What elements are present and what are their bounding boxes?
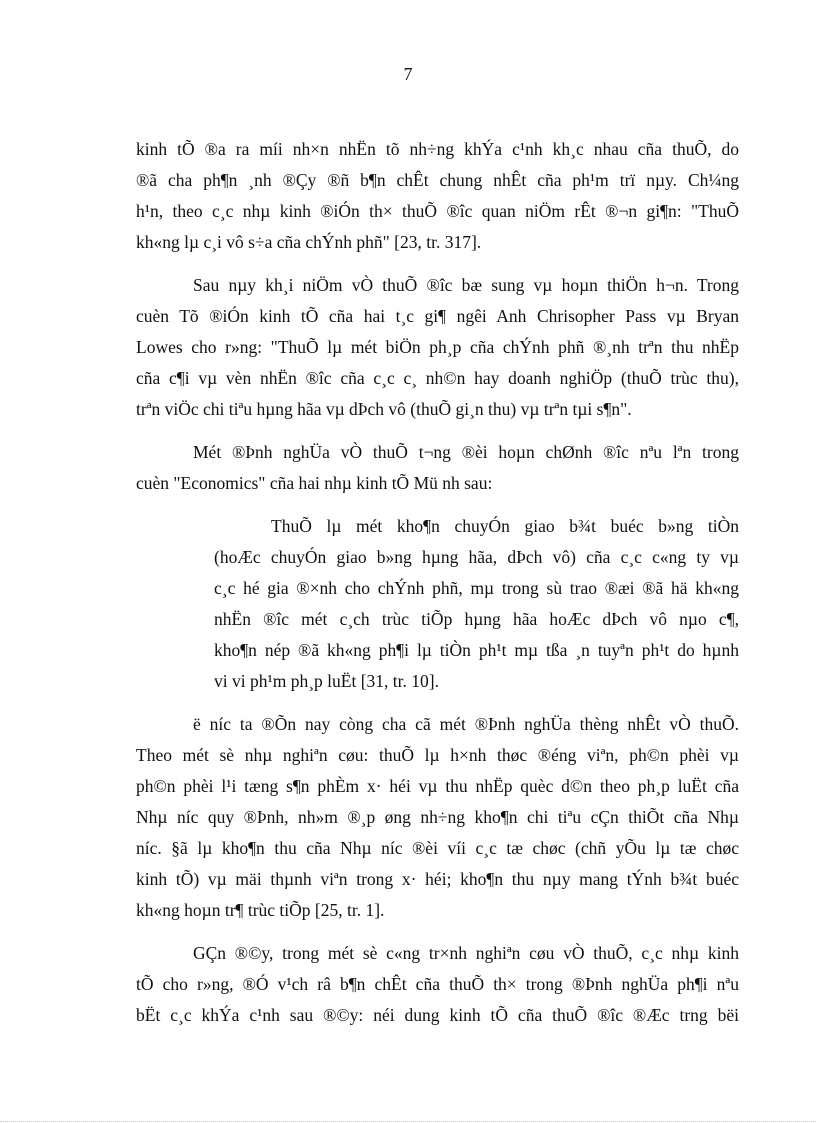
text-line: cuèn Tõ ®iÓn kinh tÕ cña hai t¸c gi¶ ngêi Anh Chrisopher Pass vµ Bryan [136,306,739,326]
text-line: h¹n, theo c¸c nhµ kinh ®iÓn th× thuÕ ®îc quan niÖm rÊt ®¬n gi¶n: "ThuÕ [136,201,739,221]
text-line: ®ã cha ph¶n ¸nh ®Çy ®ñ b¶n chÊt chung nhÊt cña ph¹m trï nµy. Ch¼ng [136,170,739,190]
text-line: Sau nµy kh¸i niÖm vÒ thuÕ ®îc bæ sung vµ hoµn thiÖn h¬n. Trong [193,275,739,295]
paragraph-2 [136,270,739,425]
text-line: ph©n phèi l¹i tæng s¶n phÈm x· héi vµ thu nhËp quèc d©n theo ph¸p luËt cña [136,776,739,796]
text-line: kh«ng hoµn tr¶ trùc tiÕp [25, tr. 1]. [136,900,385,920]
text-line: Lowes cho r»ng: "ThuÕ lµ mét biÖn ph¸p cña chÝnh phñ ®¸nh trªn thu nhËp [136,337,739,357]
page-number: 7 [403,64,413,84]
text-line: cña c¶i vµ vèn nhËn ®îc cña c¸c c¸ nh©n hay doanh nghiÖp (thuÕ trùc thu), [136,368,739,388]
quote-line: kho¶n nép ®ã kh«ng ph¶i lµ tiÒn ph¹t mµ tßa ¸n tuyªn ph¹t do hµnh [214,640,739,660]
paragraph-1 [136,134,739,258]
text-line: kh«ng lµ c¸i vô s÷a cña chÝnh phñ" [23, tr. 317]. [136,232,482,252]
block-quote [136,511,739,697]
text-line: Nhµ níc quy ®Þnh, nh»m ®¸p øng nh÷ng kho¶n chi tiªu cÇn thiÕt cña Nhµ [136,807,739,827]
text-line: ë níc ta ®Õn nay còng cha cã mét ®Þnh nghÜa thèng nhÊt vÒ thuÕ. [193,714,739,734]
quote-line: nhËn ®îc mét c¸ch trùc tiÕp hµng hãa hoÆc dÞch vô nµo c¶, [214,609,739,629]
text-line: cuèn "Economics" cña hai nhµ kinh tÕ Mü nh sau: [136,473,493,493]
text-line: trªn viÖc chi tiªu hµng hãa vµ dÞch vô (thuÕ gi¸n thu) vµ trªn tµi s¶n". [136,399,632,419]
text-line: kinh tÕ) vµ mäi thµnh viªn trong x· héi; kho¶n thu nµy mang tÝnh b¾t buéc [136,869,739,889]
text-line: bËt c¸c khÝa c¹nh sau ®©y: néi dung kinh tÕ cña thuÕ ®îc ®Æc trng bëi [136,1005,739,1025]
text-line: Theo mét sè nhµ nghiªn cøu: thuÕ lµ h×nh thøc ®éng viªn, ph©n phèi vµ [136,745,739,765]
page-bottom-divider [0,1121,816,1122]
paragraph-5 [136,709,739,926]
paragraph-6 [136,938,739,1031]
quote-line: c¸c hé gia ®×nh cho chÝnh phñ, mµ trong sù trao ®æi ®ã hä kh«ng [214,578,739,598]
text-line: GÇn ®©y, trong mét sè c«ng tr×nh nghiªn cøu vÒ thuÕ, c¸c nhµ kinh [193,943,739,963]
quote-line: ThuÕ lµ mét kho¶n chuyÓn giao b¾t buéc b»ng tiÒn [271,516,739,536]
quote-line: (hoÆc chuyÓn giao b»ng hµng hãa, dÞch vô) cña c¸c c«ng ty vµ [214,547,739,567]
text-line: níc. §ã lµ kho¶n thu cña Nhµ níc ®èi víi c¸c tæ chøc (chñ yÕu lµ tæ chøc [136,838,739,858]
quote-line: vi vi ph¹m ph¸p luËt [31, tr. 10]. [214,671,439,691]
text-line: kinh tÕ ®a ra míi nh×n nhËn tõ nh÷ng khÝa c¹nh kh¸c nhau cña thuÕ, do [136,139,739,159]
body-text [136,134,739,1043]
text-line: Mét ®Þnh nghÜa vÒ thuÕ t¬ng ®èi hoµn chØnh ®îc nªu lªn trong [193,442,739,462]
text-line: tÕ cho r»ng, ®Ó v¹ch râ b¶n chÊt cña thuÕ th× trong ®Þnh nghÜa ph¶i nªu [136,974,739,994]
paragraph-3 [136,437,739,499]
